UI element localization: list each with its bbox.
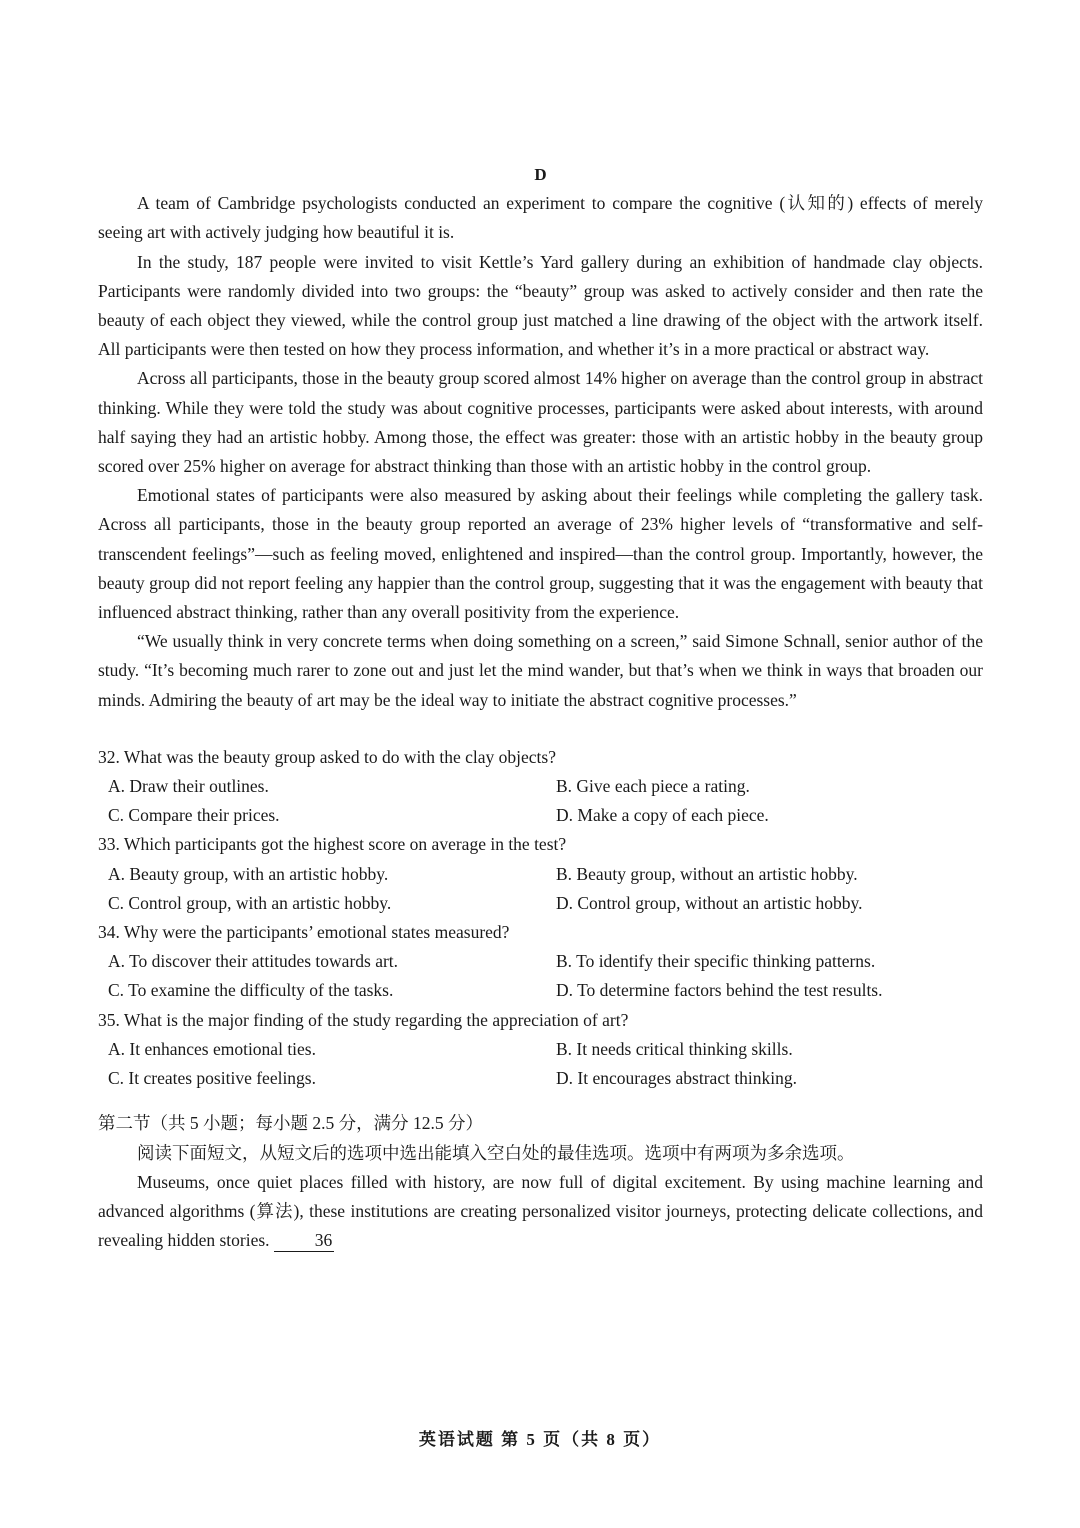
option-d: D. Make a copy of each piece. (556, 805, 769, 826)
part-two (98, 1109, 983, 1255)
option-c: C. To examine the difficulty of the tasks. (108, 980, 394, 1001)
question-stem: 34. Why were the participants’ emotional states measured? (98, 922, 510, 943)
passage-paragraph-2: In the study, 187 people were invited to visit Kettle’s Yard gallery during an exhibition of handmade clay objects. Participants were randomly divided into two groups: the “beauty” group was asked to actively consider and then rate the beauty of each object they viewed, while the control group just matched a line drawing of the object with the artwork itself. All participants were then tested on how they process information, and whether it’s in a more practical or abstract way. (98, 251, 983, 360)
question-34 (98, 918, 983, 1006)
option-b: B. To identify their specific thinking patterns. (556, 951, 876, 972)
passage-paragraph-3: Across all participants, those in the beauty group scored almost 14% higher on average than the control group in abstract thinking. While they were told the study was about cognitive processes, participants were asked about interests, with around half saying they had an artistic hobby. Among those, the effect was greater: those with an artistic hobby in the beauty group scored over 25% higher on average for abstract thinking than those with an artistic hobby in the control group. (98, 368, 983, 477)
question-35 (98, 1006, 983, 1094)
exam-page (98, 160, 983, 1255)
answer-blank-36: 36 (274, 1229, 334, 1252)
part-two-passage (98, 1168, 983, 1256)
option-a: A. To discover their attitudes towards art. (108, 951, 399, 972)
section-d-passage (98, 189, 983, 715)
page-footer: 英语试题 第 5 页（共 8 页） (418, 1430, 662, 1449)
option-d: D. It encourages abstract thinking. (556, 1068, 798, 1089)
part-two-heading: 第二节（共 5 小题；每小题 2.5 分，满分 12.5 分） (98, 1113, 483, 1134)
passage-paragraph-1: A team of Cambridge psychologists conducted an experiment to compare the cognitive (认知的) effects of merely seeing art with actively judging how beautiful it is. (98, 193, 983, 243)
option-c: C. Compare their prices. (108, 805, 280, 826)
question-33 (98, 830, 983, 918)
part-two-passage-text: Museums, once quiet places filled with history, are now full of digital excitement. By using machine learning and advanced algorithms (算法), these institutions are creating personalized visitor journeys, protecting delicate collections, and revealing hidden stories. (98, 1171, 983, 1251)
option-c: C. Control group, with an artistic hobby. (108, 892, 392, 913)
option-b: B. It needs critical thinking skills. (556, 1038, 793, 1059)
question-stem: 33. Which participants got the highest score on average in the test? (98, 834, 567, 855)
question-stem: 32. What was the beauty group asked to do with the clay objects? (98, 746, 556, 767)
option-a: A. Beauty group, with an artistic hobby. (108, 863, 389, 884)
option-b: B. Beauty group, without an artistic hobby. (556, 863, 858, 884)
question-stem: 35. What is the major finding of the study regarding the appreciation of art? (98, 1009, 629, 1030)
question-list (98, 743, 983, 1093)
question-32 (98, 743, 983, 831)
section-d-heading: D (534, 165, 547, 184)
option-c: C. It creates positive feelings. (108, 1068, 316, 1089)
part-two-instruction: 阅读下面短文，从短文后的选项中选出能填入空白处的最佳选项。选项中有两项为多余选项。 (137, 1142, 855, 1163)
passage-paragraph-4: Emotional states of participants were also measured by asking about their feelings while completing the gallery task. Across all participants, those in the beauty group reported an average of 23% higher levels of “transformative and self-transcendent feelings”—such as feeling moved, enlightened and inspired—than the control group. Importantly, however, the beauty group did not report feeling any happier than the control group, suggesting that it was the engagement with beauty that influenced abstract thinking, rather than any overall positivity from the experience. (98, 485, 983, 623)
option-a: A. It enhances emotional ties. (108, 1038, 316, 1059)
option-a: A. Draw their outlines. (108, 776, 269, 797)
passage-paragraph-5: “We usually think in very concrete terms when doing something on a screen,” said Simone Schnall, senior author of the study. “It’s becoming much rarer to zone out and just let the mind wander, but that’s when we think in ways that broaden our minds. Admiring the beauty of art may be the ideal way to initiate the abstract cognitive processes.” (98, 631, 983, 710)
option-b: B. Give each piece a rating. (556, 776, 750, 797)
option-d: D. To determine factors behind the test results. (556, 980, 883, 1001)
option-d: D. Control group, without an artistic hobby. (556, 892, 863, 913)
